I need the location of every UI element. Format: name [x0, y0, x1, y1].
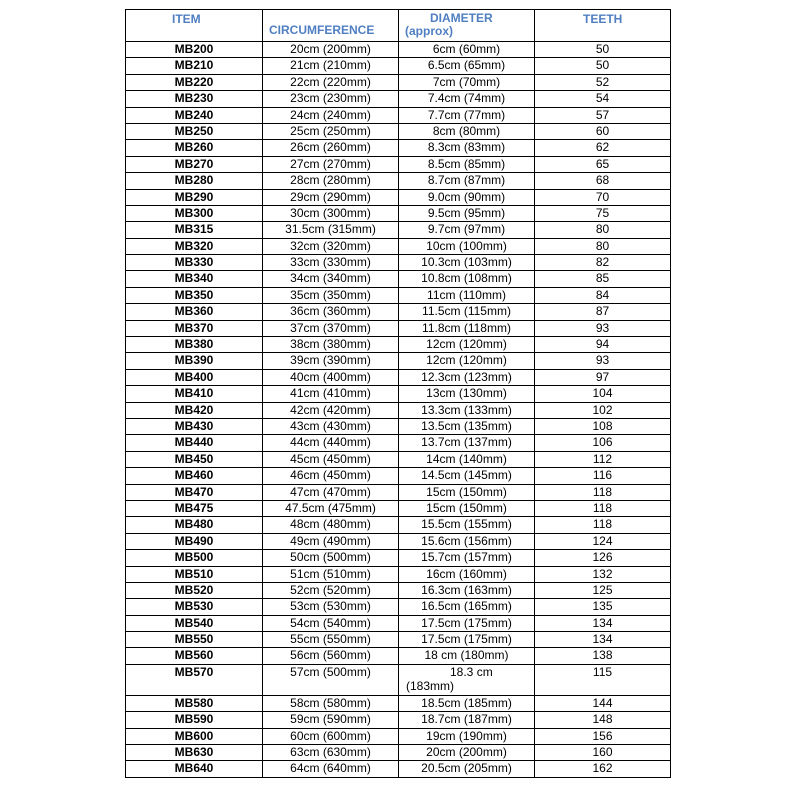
cell-teeth: 112	[535, 451, 671, 467]
cell-circumference: 41cm (410mm)	[263, 386, 399, 402]
cell-teeth: 116	[535, 468, 671, 484]
table-row	[126, 255, 671, 271]
cell-diameter: 14.5cm (145mm)	[399, 468, 535, 484]
cell-circumference: 51cm (510mm)	[263, 566, 399, 582]
cell-teeth: 87	[535, 304, 671, 320]
table-row	[126, 500, 671, 516]
cell-teeth: 148	[535, 712, 671, 728]
cell-teeth: 80	[535, 222, 671, 238]
cell-item: MB570	[126, 664, 263, 695]
cell-diameter-line2: (183mm)	[406, 678, 455, 693]
cell-circumference: 45cm (450mm)	[263, 451, 399, 467]
cell-circumference: 50cm (500mm)	[263, 550, 399, 566]
cell-circumference: 60cm (600mm)	[263, 728, 399, 744]
table-row	[126, 418, 671, 434]
header-item	[126, 10, 263, 42]
cell-teeth: 126	[535, 550, 671, 566]
cell-item: MB300	[126, 205, 263, 221]
cell-teeth: 134	[535, 615, 671, 631]
cell-circumference: 29cm (290mm)	[263, 189, 399, 205]
cell-circumference: 63cm (630mm)	[263, 745, 399, 761]
cell-item: MB380	[126, 337, 263, 353]
cell-teeth: 54	[535, 91, 671, 107]
cell-item: MB400	[126, 369, 263, 385]
cell-circumference: 59cm (590mm)	[263, 712, 399, 728]
cell-item: MB210	[126, 58, 263, 74]
table-row	[126, 58, 671, 74]
cell-circumference: 38cm (380mm)	[263, 337, 399, 353]
cell-teeth: 134	[535, 632, 671, 648]
cell-diameter: 11cm (110mm)	[399, 287, 535, 303]
cell-item: MB590	[126, 712, 263, 728]
table-row	[126, 287, 671, 303]
cell-teeth: 75	[535, 205, 671, 221]
cell-item: MB410	[126, 386, 263, 402]
cell-diameter: 16.5cm (165mm)	[399, 599, 535, 615]
cell-diameter: 12.3cm (123mm)	[399, 369, 535, 385]
cell-item: MB640	[126, 761, 263, 777]
cell-diameter: 8cm (80mm)	[399, 123, 535, 139]
table-row	[126, 173, 671, 189]
cell-diameter: 13.3cm (133mm)	[399, 402, 535, 418]
table-row	[126, 304, 671, 320]
cell-circumference: 44cm (440mm)	[263, 435, 399, 451]
header-diameter-line1: DIAMETER	[430, 11, 493, 25]
cell-item: MB520	[126, 582, 263, 598]
cell-item: MB530	[126, 599, 263, 615]
cell-diameter: 9.5cm (95mm)	[399, 205, 535, 221]
cell-teeth: 97	[535, 369, 671, 385]
cell-teeth: 93	[535, 353, 671, 369]
cell-diameter: 8.7cm (87mm)	[399, 173, 535, 189]
cell-item: MB510	[126, 566, 263, 582]
cell-teeth: 57	[535, 107, 671, 123]
cell-circumference: 53cm (530mm)	[263, 599, 399, 615]
cell-diameter: 15.5cm (155mm)	[399, 517, 535, 533]
cell-diameter: 10.8cm (108mm)	[399, 271, 535, 287]
table-row	[126, 468, 671, 484]
cell-item: MB480	[126, 517, 263, 533]
cell-circumference: 34cm (340mm)	[263, 271, 399, 287]
cell-item: MB560	[126, 648, 263, 664]
cell-item: MB330	[126, 255, 263, 271]
cell-diameter: 18.5cm (185mm)	[399, 695, 535, 711]
cell-diameter: 16.3cm (163mm)	[399, 582, 535, 598]
table-row	[126, 386, 671, 402]
cell-item: MB470	[126, 484, 263, 500]
cell-teeth: 106	[535, 435, 671, 451]
cell-diameter: 7cm (70mm)	[399, 74, 535, 90]
cell-item: MB350	[126, 287, 263, 303]
cell-teeth: 50	[535, 42, 671, 58]
table-row	[126, 712, 671, 728]
header-item-label: ITEM	[172, 12, 201, 26]
table-row	[126, 761, 671, 777]
size-table	[125, 9, 671, 778]
table-row	[126, 451, 671, 467]
cell-circumference: 27cm (270mm)	[263, 156, 399, 172]
cell-diameter: 9.0cm (90mm)	[399, 189, 535, 205]
cell-diameter: 11.8cm (118mm)	[399, 320, 535, 336]
cell-item: MB290	[126, 189, 263, 205]
table-row	[126, 648, 671, 664]
table-row	[126, 695, 671, 711]
header-circumference	[263, 10, 399, 42]
cell-teeth: 62	[535, 140, 671, 156]
cell-item: MB220	[126, 74, 263, 90]
cell-circumference: 20cm (200mm)	[263, 42, 399, 58]
cell-item: MB450	[126, 451, 263, 467]
cell-item: MB260	[126, 140, 263, 156]
table-row	[126, 353, 671, 369]
cell-circumference: 30cm (300mm)	[263, 205, 399, 221]
cell-diameter: 9.7cm (97mm)	[399, 222, 535, 238]
cell-item: MB315	[126, 222, 263, 238]
cell-circumference: 25cm (250mm)	[263, 123, 399, 139]
table-row	[126, 320, 671, 336]
cell-circumference: 46cm (450mm)	[263, 468, 399, 484]
cell-teeth: 104	[535, 386, 671, 402]
cell-item: MB475	[126, 500, 263, 516]
cell-teeth: 144	[535, 695, 671, 711]
cell-diameter: 12cm (120mm)	[399, 337, 535, 353]
cell-circumference: 31.5cm (315mm)	[263, 222, 399, 238]
table-row	[126, 632, 671, 648]
cell-circumference: 28cm (280mm)	[263, 173, 399, 189]
table-row	[126, 517, 671, 533]
cell-teeth: 93	[535, 320, 671, 336]
table-row	[126, 566, 671, 582]
cell-item: MB340	[126, 271, 263, 287]
cell-diameter: 16cm (160mm)	[399, 566, 535, 582]
cell-teeth: 102	[535, 402, 671, 418]
cell-teeth: 65	[535, 156, 671, 172]
cell-circumference: 22cm (220mm)	[263, 74, 399, 90]
cell-diameter: 15.6cm (156mm)	[399, 533, 535, 549]
cell-diameter: 20cm (200mm)	[399, 745, 535, 761]
cell-item: MB390	[126, 353, 263, 369]
cell-circumference: 21cm (210mm)	[263, 58, 399, 74]
table-row	[126, 140, 671, 156]
cell-circumference: 36cm (360mm)	[263, 304, 399, 320]
cell-item: MB550	[126, 632, 263, 648]
cell-item: MB490	[126, 533, 263, 549]
cell-diameter: 8.5cm (85mm)	[399, 156, 535, 172]
cell-item: MB600	[126, 728, 263, 744]
table-body	[126, 42, 671, 778]
cell-circumference: 37cm (370mm)	[263, 320, 399, 336]
cell-diameter: 14cm (140mm)	[399, 451, 535, 467]
cell-item: MB580	[126, 695, 263, 711]
cell-diameter: 6.5cm (65mm)	[399, 58, 535, 74]
cell-diameter	[399, 664, 535, 695]
cell-item: MB500	[126, 550, 263, 566]
table-row	[126, 107, 671, 123]
cell-diameter: 17.5cm (175mm)	[399, 615, 535, 631]
table-row	[126, 42, 671, 58]
cell-teeth: 132	[535, 566, 671, 582]
cell-diameter: 7.7cm (77mm)	[399, 107, 535, 123]
cell-diameter: 13.5cm (135mm)	[399, 418, 535, 434]
cell-diameter: 15.7cm (157mm)	[399, 550, 535, 566]
table-row	[126, 728, 671, 744]
cell-item: MB440	[126, 435, 263, 451]
header-teeth-label: TEETH	[583, 12, 623, 26]
cell-item: MB250	[126, 123, 263, 139]
cell-item: MB460	[126, 468, 263, 484]
table-row	[126, 533, 671, 549]
cell-diameter: 19cm (190mm)	[399, 728, 535, 744]
cell-teeth: 108	[535, 418, 671, 434]
cell-circumference: 35cm (350mm)	[263, 287, 399, 303]
table-row	[126, 156, 671, 172]
cell-diameter: 15cm (150mm)	[399, 484, 535, 500]
header-teeth	[535, 10, 671, 42]
cell-circumference: 24cm (240mm)	[263, 107, 399, 123]
table-row	[126, 205, 671, 221]
cell-teeth: 118	[535, 500, 671, 516]
cell-diameter: 17.5cm (175mm)	[399, 632, 535, 648]
cell-item: MB430	[126, 418, 263, 434]
cell-circumference: 56cm (560mm)	[263, 648, 399, 664]
cell-circumference: 42cm (420mm)	[263, 402, 399, 418]
header-diameter	[399, 10, 535, 42]
cell-diameter: 15cm (150mm)	[399, 500, 535, 516]
header-row	[126, 10, 671, 42]
cell-circumference: 49cm (490mm)	[263, 533, 399, 549]
cell-diameter: 20.5cm (205mm)	[399, 761, 535, 777]
header-circumference-label: CIRCUMFERENCE	[269, 23, 375, 37]
cell-item: MB540	[126, 615, 263, 631]
table-row	[126, 238, 671, 254]
header-diameter-line2: (approx)	[405, 24, 453, 38]
cell-item: MB370	[126, 320, 263, 336]
cell-teeth: 135	[535, 599, 671, 615]
cell-teeth: 156	[535, 728, 671, 744]
cell-item: MB270	[126, 156, 263, 172]
cell-teeth: 85	[535, 271, 671, 287]
cell-teeth: 84	[535, 287, 671, 303]
cell-diameter: 12cm (120mm)	[399, 353, 535, 369]
cell-circumference: 47.5cm (475mm)	[263, 500, 399, 516]
cell-item: MB200	[126, 42, 263, 58]
table-row	[126, 74, 671, 90]
cell-diameter: 7.4cm (74mm)	[399, 91, 535, 107]
size-table-container	[125, 9, 671, 778]
cell-circumference: 58cm (580mm)	[263, 695, 399, 711]
cell-teeth: 50	[535, 58, 671, 74]
cell-diameter: 10.3cm (103mm)	[399, 255, 535, 271]
table-row	[126, 402, 671, 418]
table-row	[126, 435, 671, 451]
cell-circumference: 43cm (430mm)	[263, 418, 399, 434]
table-row	[126, 615, 671, 631]
cell-item: MB230	[126, 91, 263, 107]
cell-item: MB420	[126, 402, 263, 418]
table-row	[126, 550, 671, 566]
cell-circumference: 39cm (390mm)	[263, 353, 399, 369]
cell-circumference: 48cm (480mm)	[263, 517, 399, 533]
cell-teeth: 52	[535, 74, 671, 90]
table-row	[126, 582, 671, 598]
cell-circumference: 26cm (260mm)	[263, 140, 399, 156]
cell-diameter: 10cm (100mm)	[399, 238, 535, 254]
table-row	[126, 337, 671, 353]
table-row	[126, 664, 671, 695]
cell-item: MB360	[126, 304, 263, 320]
cell-diameter: 18.7cm (187mm)	[399, 712, 535, 728]
cell-diameter: 13cm (130mm)	[399, 386, 535, 402]
cell-item: MB320	[126, 238, 263, 254]
cell-item: MB280	[126, 173, 263, 189]
cell-teeth: 124	[535, 533, 671, 549]
cell-diameter: 8.3cm (83mm)	[399, 140, 535, 156]
table-row	[126, 189, 671, 205]
cell-item: MB630	[126, 745, 263, 761]
cell-teeth: 162	[535, 761, 671, 777]
cell-teeth: 160	[535, 745, 671, 761]
cell-teeth: 94	[535, 337, 671, 353]
cell-circumference: 32cm (320mm)	[263, 238, 399, 254]
cell-circumference: 47cm (470mm)	[263, 484, 399, 500]
cell-circumference: 52cm (520mm)	[263, 582, 399, 598]
cell-circumference: 64cm (640mm)	[263, 761, 399, 777]
table-row	[126, 222, 671, 238]
cell-circumference: 57cm (500mm)	[263, 664, 399, 695]
cell-diameter-wrapped	[399, 665, 534, 693]
cell-teeth: 125	[535, 582, 671, 598]
cell-circumference: 33cm (330mm)	[263, 255, 399, 271]
cell-diameter: 6cm (60mm)	[399, 42, 535, 58]
cell-teeth: 138	[535, 648, 671, 664]
cell-teeth: 118	[535, 484, 671, 500]
table-row	[126, 271, 671, 287]
cell-teeth: 80	[535, 238, 671, 254]
table-row	[126, 484, 671, 500]
cell-teeth: 115	[535, 664, 671, 695]
cell-circumference: 55cm (550mm)	[263, 632, 399, 648]
table-row	[126, 745, 671, 761]
cell-diameter: 18 cm (180mm)	[399, 648, 535, 664]
header-diameter-label	[399, 10, 534, 38]
cell-teeth: 68	[535, 173, 671, 189]
cell-teeth: 118	[535, 517, 671, 533]
cell-circumference: 40cm (400mm)	[263, 369, 399, 385]
cell-diameter-line1: 18.3 cm	[450, 664, 493, 679]
cell-diameter: 13.7cm (137mm)	[399, 435, 535, 451]
cell-teeth: 60	[535, 123, 671, 139]
cell-item: MB240	[126, 107, 263, 123]
cell-circumference: 23cm (230mm)	[263, 91, 399, 107]
table-row	[126, 599, 671, 615]
cell-teeth: 82	[535, 255, 671, 271]
cell-teeth: 70	[535, 189, 671, 205]
table-row	[126, 369, 671, 385]
cell-diameter: 11.5cm (115mm)	[399, 304, 535, 320]
table-row	[126, 123, 671, 139]
table-row	[126, 91, 671, 107]
cell-circumference: 54cm (540mm)	[263, 615, 399, 631]
